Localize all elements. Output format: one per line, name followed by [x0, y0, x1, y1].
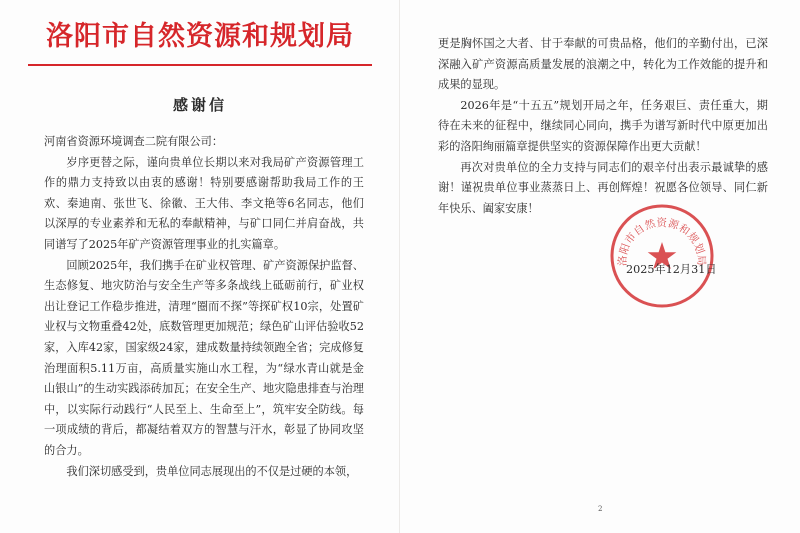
paragraph-outlook-2026: 2026年是“十五五”规划开局之年，任务艰巨、责任重大，期待在未来的征程中，继续同心同向，携手为谱写新时代中原更加出彩的洛阳绚丽篇章提供坚实的资源保障作出更大贡献！	[438, 98, 768, 153]
paragraph-closing-wishes: 再次对贵单位的全力支持与同志们的艰辛付出表示最诚挚的感谢！谨祝贵单位事业蒸蒸日上、再创辉煌！祝愿各位领导、同仁新年快乐、阖家安康！	[438, 160, 768, 215]
paragraph-feeling-start: 我们深切感受到，贵单位同志展现出的不仅是过硬的本领，	[66, 464, 358, 478]
paragraph-feeling-continued: 更是胸怀国之大者、甘于奉献的可贵品格，他们的辛勤付出，已深深融入矿产资源高质量发展的浪潮之中，转化为工作效能的提升和成果的显现。	[438, 37, 768, 92]
org-letterhead-title: 洛阳市自然资源和规划局	[46, 21, 354, 52]
official-seal-stamp	[608, 202, 716, 310]
letterhead-red-rule	[28, 64, 372, 66]
letter-date: 2025年12月31日	[626, 263, 717, 276]
letter-body-right	[438, 34, 768, 219]
letter-page-2	[400, 0, 800, 533]
page-number: 2	[598, 505, 603, 513]
letter-body-left	[44, 132, 364, 482]
document-title: 感谢信	[172, 96, 227, 114]
paragraph-review-2025: 回顾2025年，我们携手在矿业权管理、矿产资源保护监督、生态修复、地灾防治与安全生产等多条战线上砥砺前行，矿业权出让登记工作稳步推进，清理“圈而不探”等探矿权10宗，处置矿业权与文物重叠42处，底数管理更加规范；绿色矿山评估验收52家，入库42家，国家级24家，建成数量持续领跑全省；完成修复治理面积5.11万亩，高质量实施山水工程，为“绿水青山就是金山银山”的生动实践添砖加瓦；在安全生产、地灾隐患排查与治理中，以实际行动践行“人民至上、生命至上”，筑牢安全防线。每一项成绩的背后，都凝结着双方的智慧与汗水，彰显了协同攻坚的合力。	[44, 258, 364, 457]
paragraph-gratitude: 岁序更替之际，谨向贵单位长期以来对我局矿产资源管理工作的鼎力支持致以由衷的感谢！特别要感谢帮助我局工作的王欢、秦迪南、张世飞、徐徽、王大伟、李文艳等6名同志，他们以深厚的专业素养和无私的奉献精神，与矿口同仁并肩奋战，共同谱写了2025年矿产资源管理事业的扎实篇章。	[44, 155, 364, 251]
salutation: 河南省资源环境调查二院有限公司：	[44, 135, 224, 148]
seal-text: 洛阳市自然资源和规划局	[616, 217, 708, 267]
